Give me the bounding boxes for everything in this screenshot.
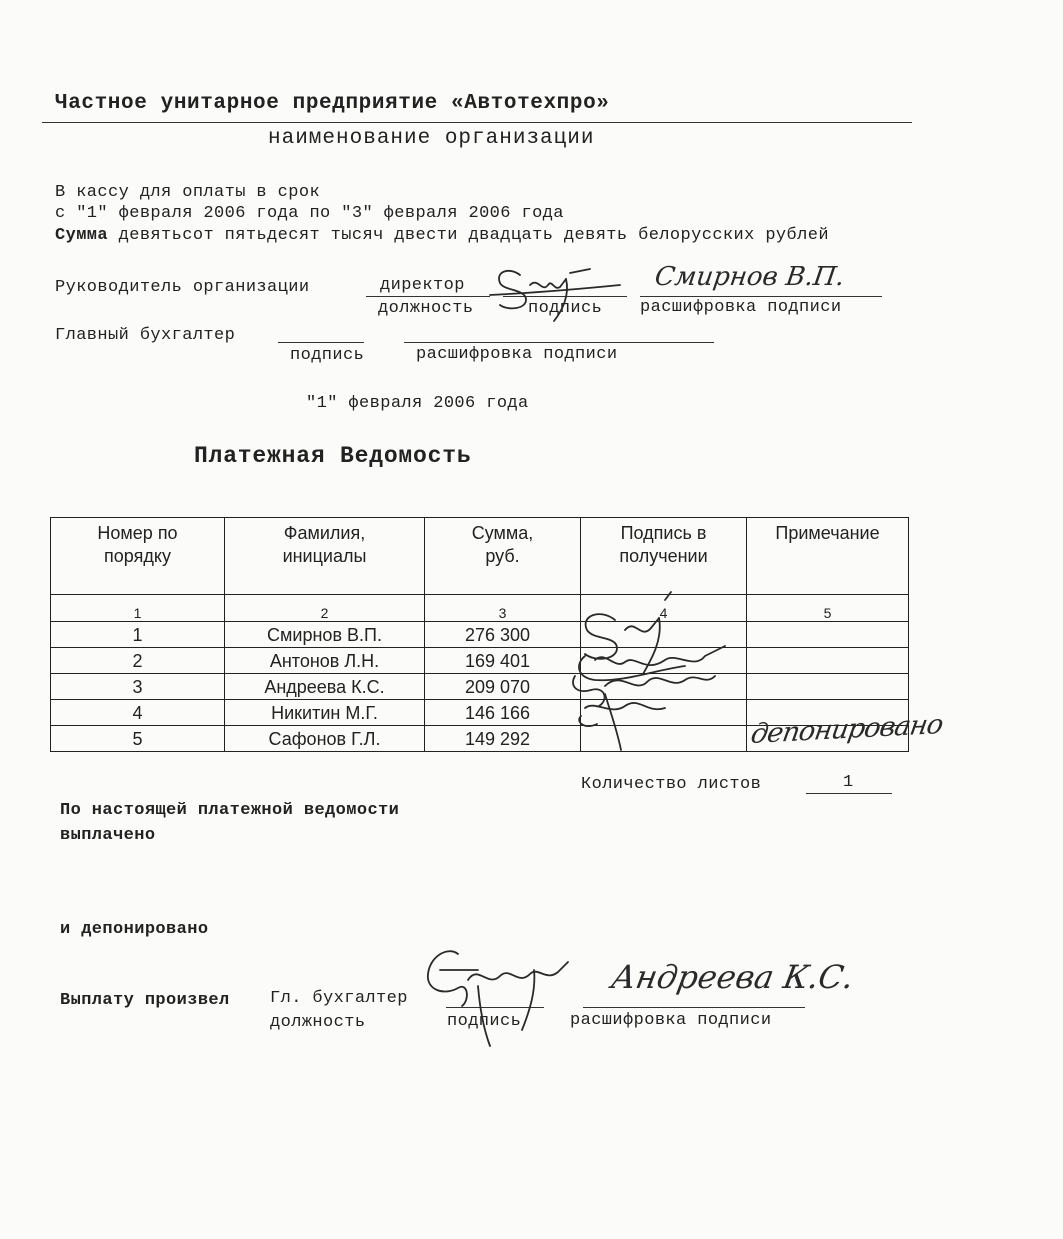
cash-order-line2: с "1" февраля 2006 года по "3" февраля 2006 года <box>55 204 564 223</box>
table-row <box>51 622 909 648</box>
row-sum: 276 300 <box>425 622 581 648</box>
row-note-handwritten: депонировано <box>748 709 945 750</box>
head-position-value: директор <box>380 276 465 295</box>
row-note <box>747 622 909 648</box>
head-name-handwritten: Смирнов В.П. <box>652 262 847 292</box>
column-number: 1 <box>51 595 225 622</box>
row-name: Антонов Л.Н. <box>225 648 425 674</box>
head-caption-name: расшифровка подписи <box>640 298 842 317</box>
row-number: 5 <box>51 726 225 752</box>
payer-name-line <box>583 1007 805 1008</box>
row-sum: 209 070 <box>425 674 581 700</box>
row-sum: 169 401 <box>425 648 581 674</box>
row-sum: 146 166 <box>425 700 581 726</box>
row-number: 2 <box>51 648 225 674</box>
sheets-label: Количество листов <box>581 775 762 794</box>
head-caption-position: должность <box>378 299 474 318</box>
payer-signature <box>418 940 588 1050</box>
organization-name: Частное унитарное предприятие «Автотехпро» <box>55 92 610 115</box>
paid-label-line2: выплачено <box>60 826 156 845</box>
cash-order-sum <box>55 226 829 245</box>
payer-caption-name: расшифровка подписи <box>570 1011 772 1030</box>
row-note <box>747 674 909 700</box>
payer-position: Гл. бухгалтер <box>270 989 408 1008</box>
chief-accountant-name-line <box>404 342 714 343</box>
table-header-row <box>51 518 909 595</box>
row-sum: 149 292 <box>425 726 581 752</box>
row-name: Смирнов В.П. <box>225 622 425 648</box>
sheets-value: 1 <box>843 773 854 792</box>
head-name-line <box>640 296 882 297</box>
payer-caption-signature: подпись <box>447 1012 522 1031</box>
header-number-label: Номер по порядку <box>97 523 178 566</box>
row-number: 3 <box>51 674 225 700</box>
table-row <box>51 674 909 700</box>
row-name: Никитин М.Г. <box>225 700 425 726</box>
row-number: 1 <box>51 622 225 648</box>
row-note <box>747 648 909 674</box>
header-name <box>225 518 425 595</box>
header-note <box>747 518 909 595</box>
row-number: 4 <box>51 700 225 726</box>
header-sum <box>425 518 581 595</box>
chief-accountant-label: Главный бухгалтер <box>55 326 236 345</box>
header-name-label: Фамилия, инициалы <box>282 523 367 566</box>
header-note-label: Примечание <box>775 523 880 543</box>
head-signature <box>470 255 630 325</box>
payer-name-handwritten: Андреева К.С. <box>608 958 857 996</box>
chief-accountant-signature-line <box>278 342 364 343</box>
cash-order-line1: В кассу для оплаты в срок <box>55 183 321 202</box>
column-number: 5 <box>747 595 909 622</box>
head-label: Руководитель организации <box>55 278 310 297</box>
column-number: 2 <box>225 595 425 622</box>
recipient-signatures <box>555 590 745 760</box>
header-signature <box>581 518 747 595</box>
header-number <box>51 518 225 595</box>
sum-label: Сумма <box>55 226 109 245</box>
paid-label-line1: По настоящей платежной ведомости <box>60 801 400 820</box>
deposited-label: и депонировано <box>60 920 209 939</box>
table-row <box>51 648 909 674</box>
organization-underline <box>42 122 912 123</box>
column-number: 4 <box>581 595 747 622</box>
chief-accountant-caption-signature: подпись <box>290 346 365 365</box>
header-sum-label: Сумма, руб. <box>471 523 534 566</box>
column-number-row <box>51 595 909 622</box>
row-name: Андреева К.С. <box>225 674 425 700</box>
head-caption-signature: подпись <box>528 299 603 318</box>
chief-accountant-caption-name: расшифровка подписи <box>416 345 618 364</box>
document-title: Платежная Ведомость <box>194 443 472 469</box>
document-date: "1" февраля 2006 года <box>306 394 529 413</box>
row-name: Сафонов Г.Л. <box>225 726 425 752</box>
column-number: 3 <box>425 595 581 622</box>
header-signature-label: Подпись в получении <box>619 523 708 566</box>
sum-text: девятьсот пятьдесят тысяч двести двадцать девять белорусских рублей <box>118 226 829 245</box>
payer-label: Выплату произвел <box>60 991 230 1010</box>
payer-caption-position: должность <box>270 1013 366 1032</box>
sheets-underline <box>806 793 892 794</box>
organization-caption: наименование организации <box>268 127 595 150</box>
